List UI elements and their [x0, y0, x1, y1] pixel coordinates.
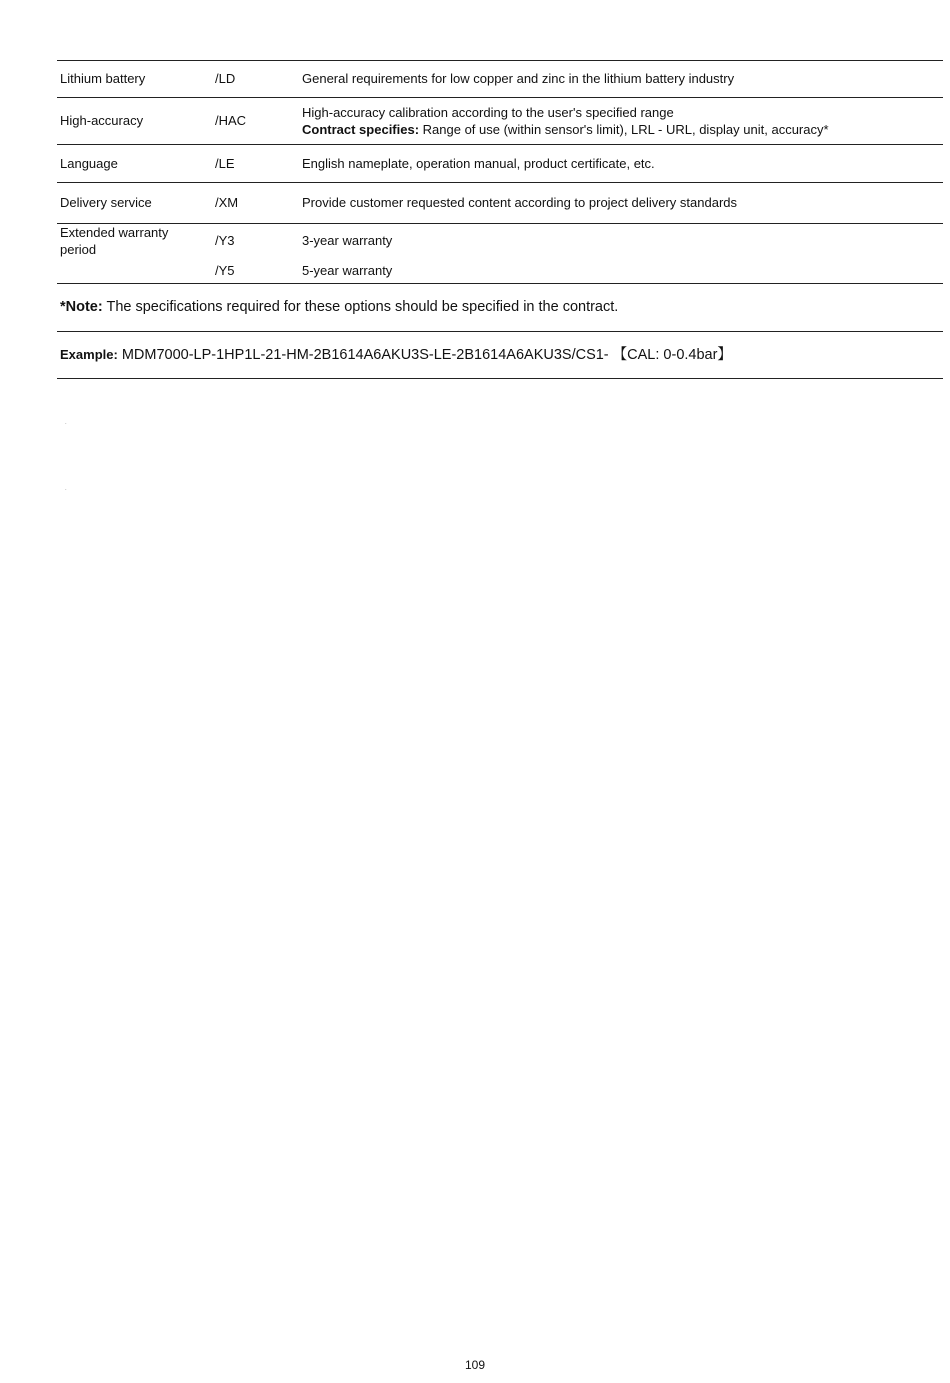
- table-cell-description: 3-year warranty: [302, 233, 393, 248]
- row-divider: [57, 97, 943, 98]
- example-label: Example:: [60, 347, 118, 362]
- example-bottom-rule: [57, 378, 943, 379]
- table-cell-code: /XM: [215, 195, 239, 210]
- example-line: [60, 346, 732, 364]
- row-divider: [57, 223, 943, 224]
- stray-mark: .: [65, 486, 67, 492]
- table-cell-description: Provide customer requested content according to project delivery standards: [302, 195, 738, 210]
- row-divider: [57, 182, 943, 183]
- row-divider: [57, 144, 943, 145]
- table-cell-description: General requirements for low copper and zinc in the lithium battery industry: [302, 71, 735, 86]
- note-label: *Note:: [60, 299, 103, 315]
- example-text: MDM7000-LP-1HP1L-21-HM-2B1614A6AKU3S-LE-2B1614A6AKU3S/CS1- 【CAL: 0-0.4bar】: [117, 347, 732, 363]
- table-cell-option: Lithium battery: [60, 71, 146, 86]
- contract-specifies-label: Contract specifies:: [302, 122, 420, 137]
- note-line: [60, 298, 618, 316]
- contract-specifies-text: Range of use (within sensor's limit), LRL - URL, display unit, accuracy*: [419, 122, 829, 137]
- table-cell-code: /HAC: [215, 113, 247, 128]
- page-number: 109: [464, 1358, 486, 1372]
- stray-mark: .: [65, 420, 67, 426]
- table-cell-option: Delivery service: [60, 195, 152, 210]
- note-text: The specifications required for these options should be specified in the contract.: [102, 299, 619, 315]
- table-cell-description: High-accuracy calibration according to the user's specified range: [302, 105, 674, 120]
- note-divider: [57, 331, 943, 332]
- table-top-rule: [57, 60, 943, 61]
- contract-specifies-line: [302, 122, 829, 138]
- table-cell-code: /Y3: [215, 233, 235, 248]
- table-cell-code: /LE: [215, 156, 235, 171]
- table-cell-description: 5-year warranty: [302, 263, 393, 278]
- table-cell-option: Extended warranty: [60, 225, 169, 240]
- table-cell-option: Language: [60, 156, 118, 171]
- table-cell-option: High-accuracy: [60, 113, 144, 128]
- table-bottom-rule: [57, 283, 943, 284]
- table-cell-option-continued: period: [60, 242, 97, 257]
- table-cell-code: /Y5: [215, 263, 235, 278]
- table-cell-description: English nameplate, operation manual, product certificate, etc.: [302, 156, 655, 171]
- table-cell-code: /LD: [215, 71, 236, 86]
